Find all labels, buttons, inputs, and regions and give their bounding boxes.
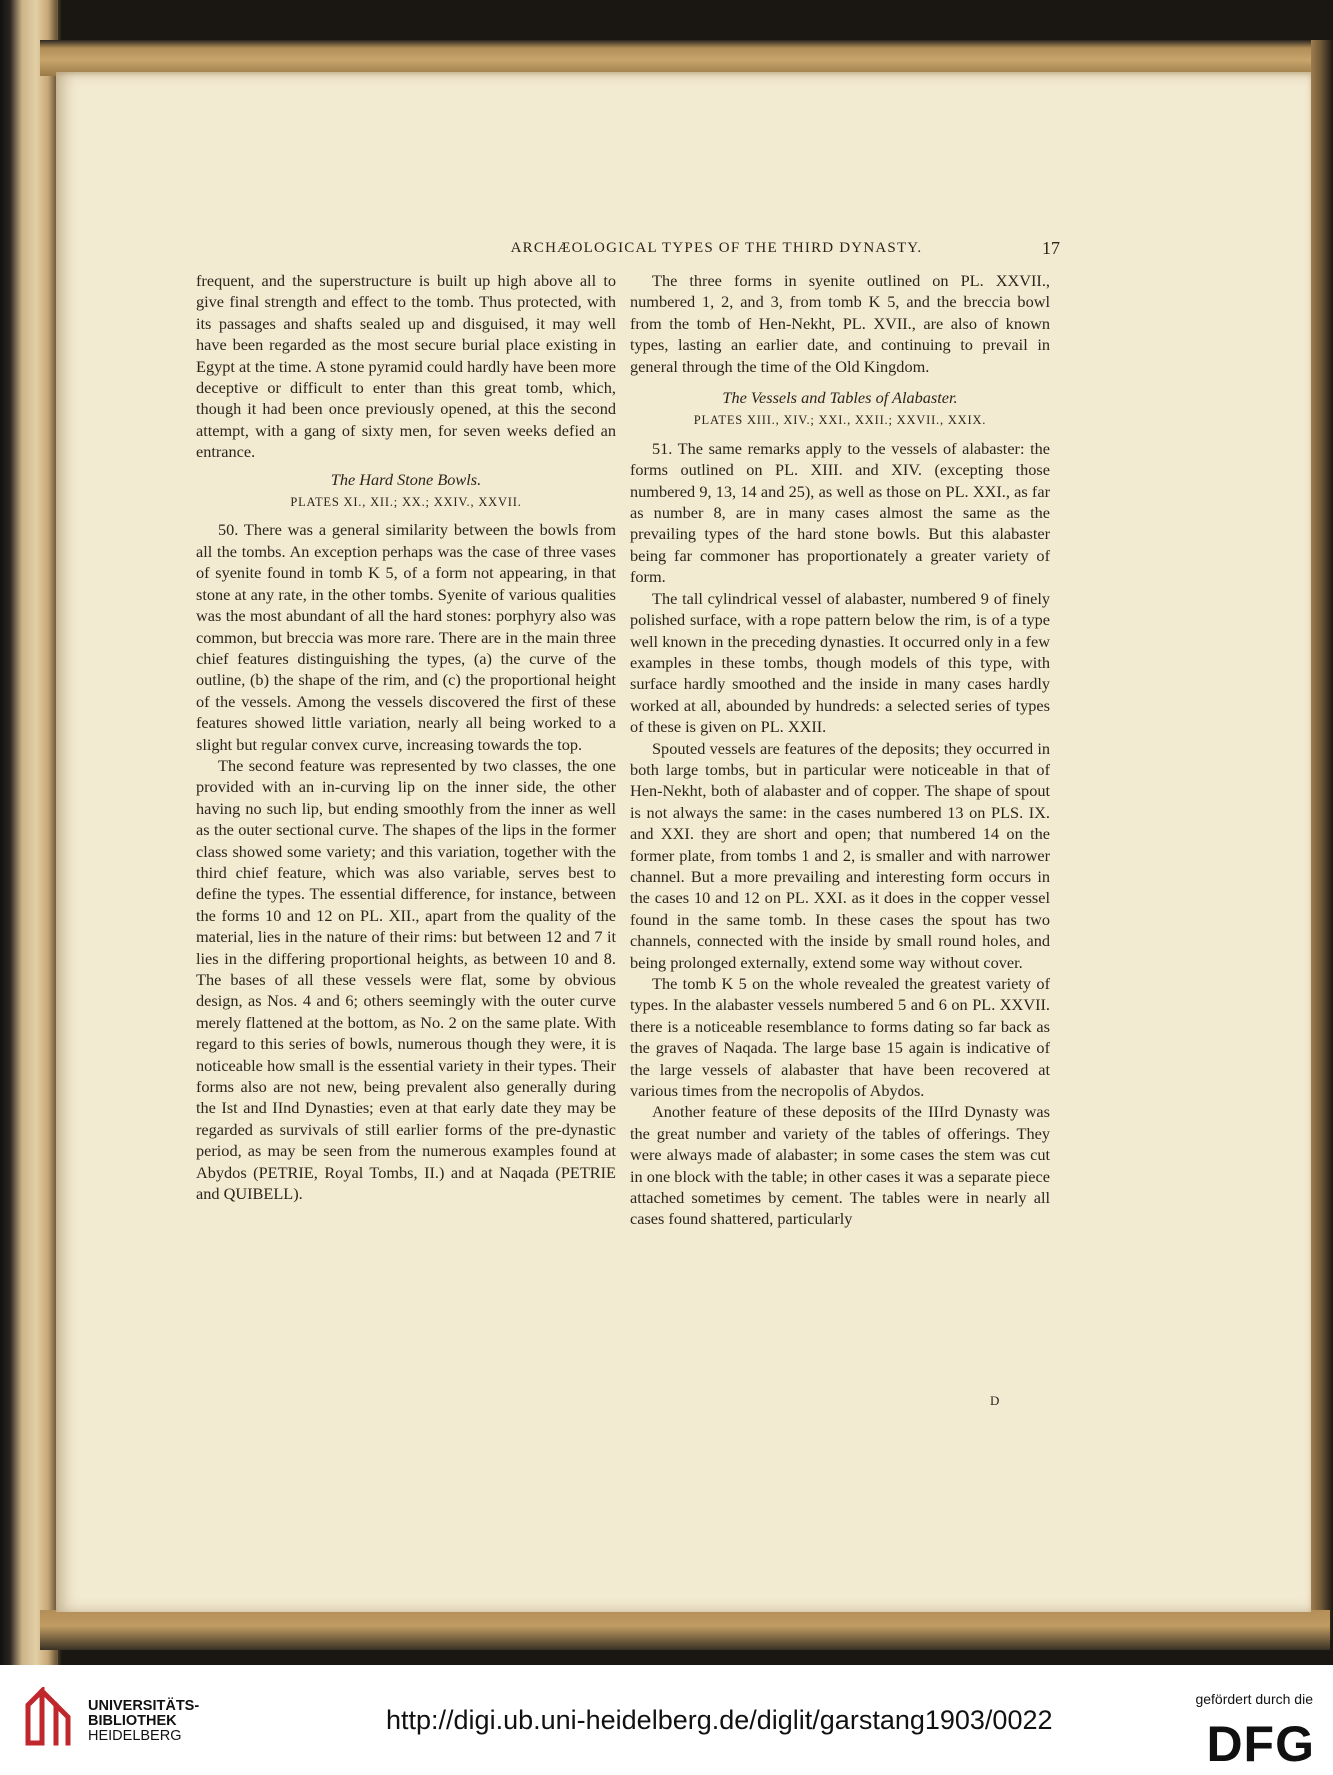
paragraph: The tall cylindrical vessel of alabaster, numbered 9 of finely polished surface, with a rope pattern below the rim, is of a type well known in the preceding dynasties. It occurred only in a few examples in these tombs, though models of this type, with surface hardly smoothed and the inside in many cases hardly worked at all, abounded by hundreds: a selected series of types of these is given on PL. XXII.: [630, 588, 1050, 737]
signature-mark: D: [990, 1393, 1000, 1408]
paragraph: The tomb K 5 on the whole revealed the greatest variety of types. In the alabaster vessels numbered 5 and 6 on PL. XXVII. there is a noticeable resemblance to forms dating so far back as the graves of Naqada. The large base 15 again is indicative of the large vessels of alabaster that have been recovered at various times from the necropolis of Abydos.: [630, 974, 1050, 1101]
paragraph: The three forms in syenite outlined on PL. XXVII., numbered 1, 2, and 3, from tomb K 5, and the breccia bowl from the tomb of Hen-Nekht, PL. XVII., are also of known types, lasting an earlier date, and continuing to prevail in general through the time of the Old Kingdom.: [630, 271, 1050, 376]
viewer-footer: [0, 1665, 1333, 1775]
section-heading: The Hard Stone Bowls.: [330, 469, 482, 489]
library-name-line: BIBLIOTHEK: [88, 1713, 177, 1729]
paragraph: Another feature of these deposits of the IIIrd Dynasty was the great number and variety of the tables of offerings. They were always made of alabaster; in some cases the stem was cut in one block with the table; in other cases it was a separate piece attached sometimes by cement. The tables were in nearly all cases found shattered, particularly: [630, 1102, 1050, 1229]
paragraph: The second feature was represented by two classes, the one provided with an in-curving lip on the inner side, the other having no such lip, but ending smoothly from the inner as well as the outer sectional curve. The shapes of the lips in the former class showed some variety; and this variation, together with the third chief feature, which was also variable, serves best to define the types. The essential difference, for instance, between the forms 10 and 12 on PL. XII., apart from the quality of the material, lies in the nature of their rims: but between 12 and 7 it lies in the differing proportional heights, as between 10 and 8. The bases of all these vessels were flat, some by obvious design, as Nos. 4 and 6; others seemingly with the outer curve merely flattened at the bottom, as No. 2 on the same plate. With regard to this series of bowls, numerous though they were, it is noticeable how small is the essential variety in their types. Their forms also are not new, being prevalent also generally during the Ist and IInd Dynasties; even at that early date they may be regarded as survivals of still earlier forms of the pre-dynastic period, as may be seen from the numerous examples found at Abydos (PETRIE, Royal Tombs, II.) and at Naqada (PETRIE and QUIBELL).: [196, 755, 616, 1204]
plates-reference: PLATES XI., XII.; XX.; XXIV., XXVII.: [290, 495, 522, 510]
dfg-logo: DFG: [1206, 1716, 1315, 1772]
page-number: 17: [1042, 238, 1060, 258]
funded-by-label: gefördert durch die: [1195, 1691, 1313, 1707]
book-cover-top-edge: [40, 40, 1320, 76]
library-name-line: UNIVERSITÄTS-: [88, 1698, 200, 1714]
right-column: [630, 270, 1050, 1230]
running-head: ARCHÆOLOGICAL TYPES OF THE THIRD DYNASTY.: [510, 240, 923, 256]
permalink-url[interactable]: http://digi.ub.uni-heidelberg.de/diglit/garstang1903/0022: [386, 1705, 1053, 1735]
left-column: [196, 270, 616, 1204]
section-heading: The Vessels and Tables of Alabaster.: [722, 388, 958, 408]
library-logo-icon: [22, 1687, 74, 1747]
library-name: [88, 1699, 199, 1744]
paragraph: 51. The same remarks apply to the vessels of alabaster: the forms outlined on PL. XIII. and XIV. (excepting those numbered 9, 13, 14 and 25), as well as those on PL. XXI., as far as number 8, are in many cases almost the same as the prevailing types of the hard stone bowls. But this alabaster being far commoner has proportionately a greater variety of form.: [630, 438, 1050, 587]
book-cover-right-edge: [1311, 40, 1333, 1640]
plates-reference: PLATES XIII., XIV.; XXI., XXII.; XXVII., XXIX.: [693, 413, 987, 428]
paragraph: frequent, and the superstructure is built up high above all to give final strength and effect to the tomb. Thus protected, with its passages and shafts sealed up and disguised, it may well have been regarded as the most secure burial place existing in Egypt at the time. A stone pyramid could hardly have been more deceptive or difficult to enter than this great tomb, which, though it had been once previously opened, at this the second attempt, with a gang of sixty men, for seven weeks defied an entrance.: [196, 271, 616, 462]
library-name-line: HEIDELBERG: [88, 1728, 182, 1744]
book-cover-bottom-edge: [40, 1610, 1330, 1650]
paragraph: Spouted vessels are features of the deposits; they occurred in both large tombs, but in particular were noticeable in that of Hen-Nekht, both of alabaster and of copper. The shape of spout is not always the same: in the cases numbered 13 on PLS. IX. and XXI. they are short and open; that numbered 14 on the former plate, from tombs 1 and 2, is smaller and with narrower channel. But a more prevailing and interesting form occurs in the cases 10 and 12 on PL. XXI. as it does in the copper vessel found in the same tomb. In these cases the spout has two channels, connected with the inside by small round holes, and being prolonged externally, extend some way without cover.: [630, 738, 1050, 972]
paragraph: 50. There was a general similarity between the bowls from all the tombs. An exception perhaps was the case of three vases of syenite found in tomb K 5, of a form not appearing, in that stone at any rate, in the other tombs. Syenite of various qualities was the most abundant of all the hard stones: porphyry also was common, but breccia was more rare. There are in the main three chief features distinguishing the types, (a) the curve of the outline, (b) the shape of the rim, and (c) the proportional height of the vessels. Among the vessels discovered the first of these features showed little variation, nearly all being worked to a slight but regular convex curve, increasing towards the top.: [196, 520, 616, 754]
book-cover-left-edge: [0, 0, 58, 1665]
